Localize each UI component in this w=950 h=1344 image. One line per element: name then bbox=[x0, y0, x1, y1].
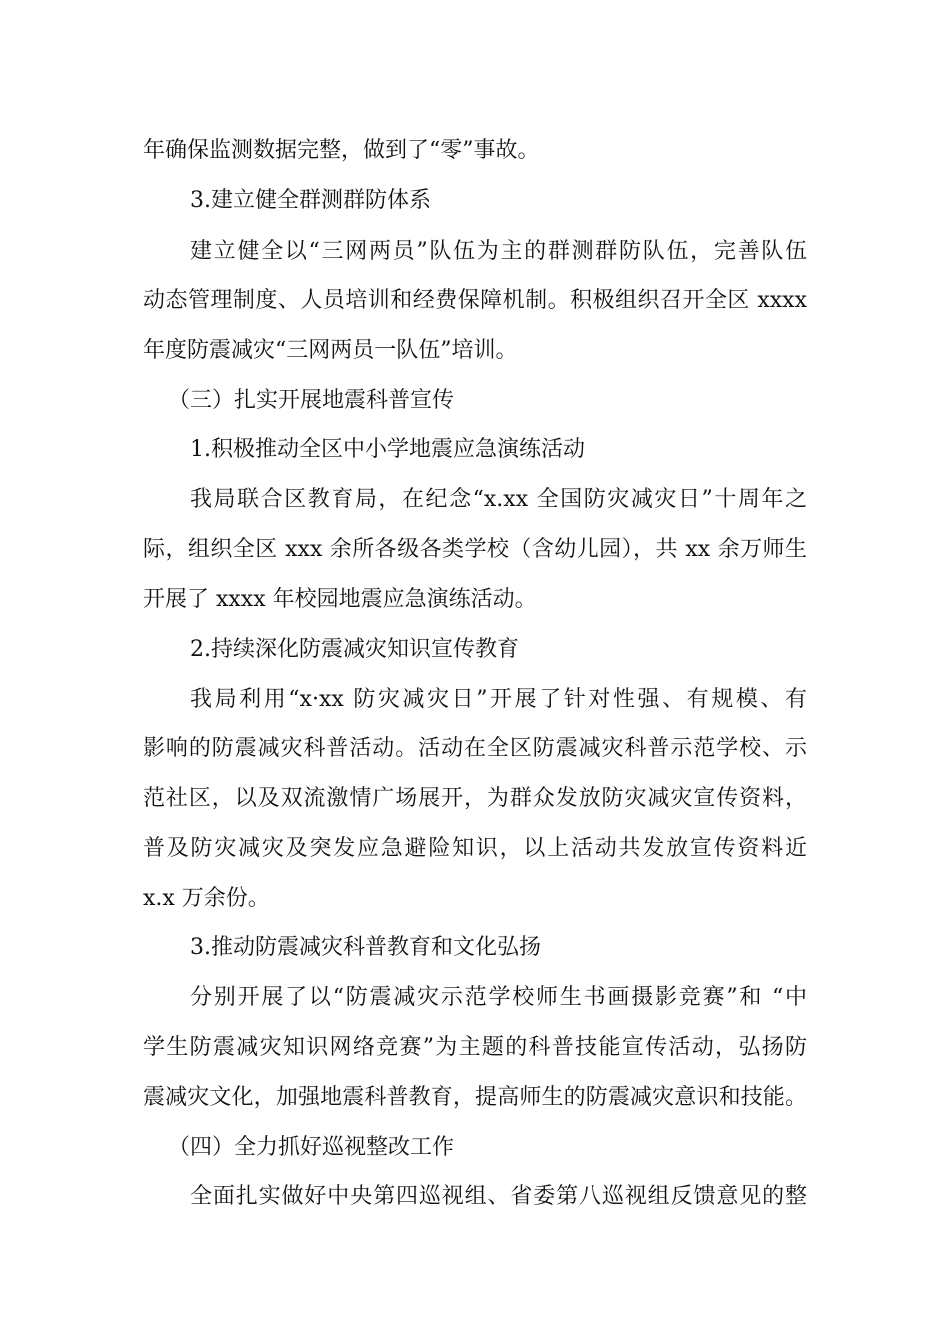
paragraph-line: 建立健全以“三网两员”队伍为主的群测群防队伍，完善队伍 bbox=[190, 239, 807, 264]
paragraph-line: 全面扎实做好中央第四巡视组、省委第八巡视组反馈意见的整 bbox=[190, 1184, 807, 1209]
paragraph-line: 开展了 xxxx 年校园地震应急演练活动。 bbox=[143, 587, 537, 612]
paragraph-line: 我局联合区教育局，在纪念“x.xx 全国防灾减灾日”十周年之 bbox=[190, 487, 807, 512]
paragraph-line: 分别开展了以“防震减灾示范学校师生书画摄影竞赛”和 “中 bbox=[190, 985, 807, 1010]
paragraph-line: 际，组织全区 xxx 余所各级各类学校（含幼儿园），共 xx 余万师生 bbox=[143, 537, 807, 562]
paragraph-line: 动态管理制度、人员培训和经费保障机制。积极组织召开全区 xxxx bbox=[143, 288, 807, 313]
section-heading: 1.积极推动全区中小学地震应急演练活动 bbox=[190, 437, 585, 462]
section-heading: 3.建立健全群测群防体系 bbox=[190, 188, 431, 213]
section-heading: 2.持续深化防震减灾知识宣传教育 bbox=[190, 637, 519, 662]
paragraph-line: 年确保监测数据完整，做到了“零”事故。 bbox=[143, 138, 540, 163]
section-heading: （四）全力抓好巡视整改工作 bbox=[168, 1135, 455, 1160]
paragraph-line: 我局利用“x·xx 防灾减灾日”开展了针对性强、有规模、有 bbox=[190, 687, 807, 712]
paragraph-line: 震减灾文化，加强地震科普教育，提高师生的防震减灾意识和技能。 bbox=[143, 1085, 807, 1110]
paragraph-line: 影响的防震减灾科普活动。活动在全区防震减灾科普示范学校、示 bbox=[143, 736, 807, 761]
paragraph-line: 学生防震减灾知识网络竞赛”为主题的科普技能宣传活动，弘扬防 bbox=[143, 1035, 807, 1060]
section-heading: （三）扎实开展地震科普宣传 bbox=[168, 388, 455, 413]
paragraph-line: x.x 万余份。 bbox=[143, 886, 270, 911]
paragraph-line: 普及防灾减灾及突发应急避险知识，以上活动共发放宣传资料近 bbox=[143, 836, 807, 861]
paragraph-line: 范社区，以及双流激情广场展开，为群众发放防灾减灾宣传资料， bbox=[143, 786, 807, 811]
paragraph-line: 年度防震减灾“三网两员一队伍”培训。 bbox=[143, 338, 518, 363]
section-heading: 3.推动防震减灾科普教育和文化弘扬 bbox=[190, 935, 541, 960]
